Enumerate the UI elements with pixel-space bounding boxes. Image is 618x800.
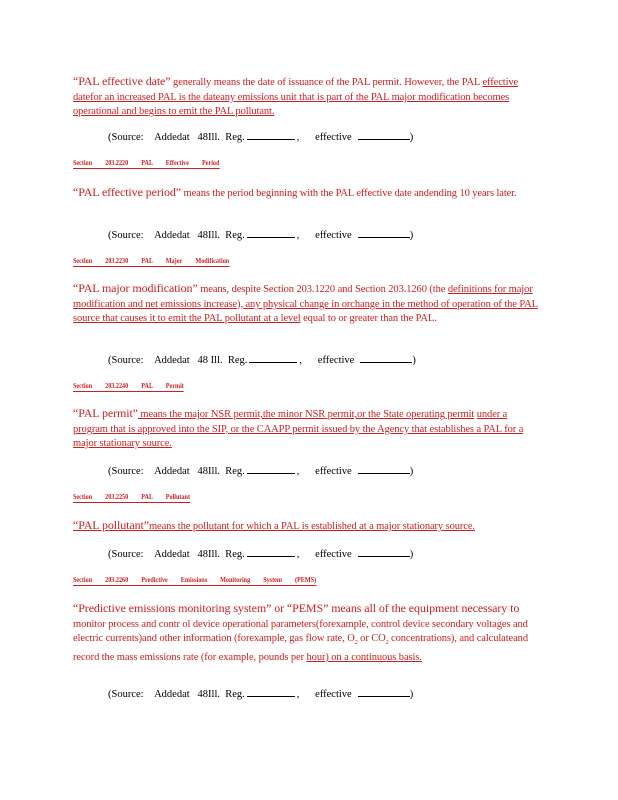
- definition-pems: “Predictive emissions monitoring system” or “PEMS” means all of the equipment necessary to monitor process and contr ol device operational parameters(forexample, control device secondary voltages and electric currents)and other information (forexample, gas flow rate, $O_2$ or $CO_2$ concentrations), and calculateand record the mass emissions rate (for example, pounds per hour) on a continuous basis.: [73, 601, 528, 663]
- inserted-text: hour) on a continuous basis.: [306, 651, 422, 663]
- inserted-text: under a program that is approved into the SIP, or the CAAPP permit issued by the Agency that establishes a PAL for a major stationary source.: [73, 409, 524, 450]
- definition-pal-pollutant: [73, 518, 543, 535]
- term: “PAL effective date”: [73, 74, 171, 88]
- definition-pal-major-modification: [73, 281, 543, 327]
- term: “PAL pollutant”: [73, 518, 149, 532]
- term: “PAL effective period”: [73, 185, 181, 199]
- term: “PAL major modification”: [73, 281, 198, 295]
- term: “Predictive emissions monitoring system” or “PEMS” means all of the equipment necessary to: [73, 601, 520, 615]
- section-heading: Section 203.2260 Predictive Emissions Monitoring System (PEMS): [73, 575, 317, 584]
- section-heading: Section 203.2240 PAL Permit: [73, 381, 184, 390]
- definition-text: means the period beginning with the PAL effective date andending 10 years later.: [180, 188, 517, 199]
- section-heading: Section 203.2220 PAL Effective Period: [73, 158, 220, 167]
- source-note: (Source: Addedat 48Ill. Reg. , effective ): [108, 129, 413, 143]
- definition-pal-effective-date: [73, 74, 543, 120]
- definition-text: monitor process and contr ol device operational parameters(forexample, control device secondary voltages and electric currents)and other information (forexample, gas flow rate, O: [73, 618, 528, 645]
- section-heading: Section 203.2250 PAL Pollutant: [73, 492, 191, 501]
- definition-pal-permit: [73, 406, 543, 452]
- inserted-text: effective datefor an increased PAL is the dateany emissions unit that is part of the PAL major modification becomes operational and begins to emit the PAL pollutant.: [73, 77, 519, 118]
- section-heading: Section 203.2230 PAL Major Modification: [73, 256, 230, 265]
- source-note: (Source: Addedat 48Ill. Reg. , effective ): [108, 546, 413, 560]
- inserted-text: definitions for major modification and net emissions increase), any physical change in orchange in the method of operation of the PAL source that causes it to emit the PAL pollutant at a level: [73, 284, 538, 325]
- definition-text: generally means the date of issuance of the PAL permit. However, the PAL: [170, 77, 480, 88]
- definition-text: means, despite Section 203.1220 and Section 203.1260 (the: [197, 284, 446, 295]
- source-note: (Source: Addedat 48 Ill. Reg. , effective ): [108, 352, 416, 366]
- source-note: (Source: Addedat 48Ill. Reg. , effective ): [108, 227, 413, 241]
- source-note: (Source: Addedat 48Ill. Reg. , effective ): [108, 463, 413, 477]
- term: “PAL permit”: [73, 406, 138, 420]
- definition-text: means the pollutant for which a PAL is established at a major stationary source.: [148, 521, 475, 532]
- definition-pal-effective-period: [73, 185, 543, 202]
- definition-text: means the major NSR permit,the minor NSR permit,or the State operating permit: [137, 409, 475, 420]
- source-note: (Source: Addedat 48Ill. Reg. , effective ): [108, 686, 413, 700]
- definition-tail: equal to or greater than the PAL.: [303, 313, 437, 325]
